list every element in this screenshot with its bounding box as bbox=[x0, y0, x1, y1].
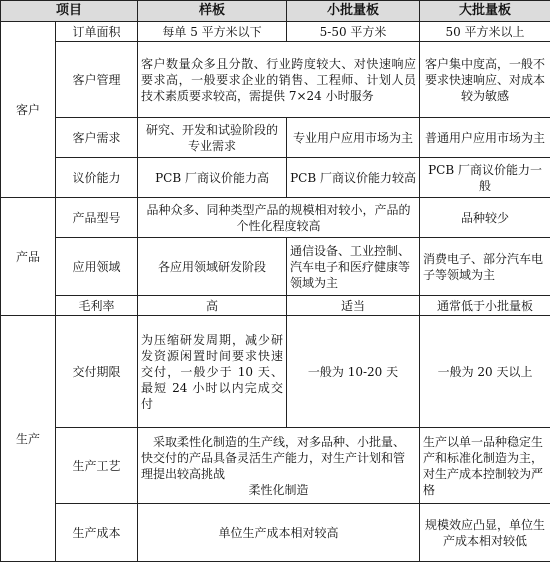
cell-process-sample-small bbox=[138, 428, 420, 504]
cell-product-model-sample-small: 品种众多、同种类型产品的规模相对较小，产品的个性化程度较高 bbox=[138, 198, 420, 238]
cell-customer-demand-large: 普通用户应用市场为主 bbox=[420, 118, 550, 158]
cell-customer-mgmt-sample-small: 客户数量众多且分散、行业跨度较大、对快速响应要求高，一般要求企业的销售、工程师、计划人员技术素质要求较高，需提供 7×24 小时服务 bbox=[138, 42, 420, 118]
row-label-cost: 生产成本 bbox=[56, 504, 138, 562]
cell-customer-demand-small: 专业用户应用市场为主 bbox=[287, 118, 420, 158]
table-row bbox=[1, 22, 550, 42]
header-item: 项目 bbox=[1, 1, 138, 22]
row-label-customer-mgmt: 客户管理 bbox=[56, 42, 138, 118]
table-row bbox=[1, 158, 550, 198]
row-label-application: 应用领域 bbox=[56, 238, 138, 296]
table-row bbox=[1, 198, 550, 238]
cell-cost-large: 规模效应凸显，单位生产成本相对较低 bbox=[420, 504, 550, 562]
group-customer: 客户 bbox=[1, 22, 56, 198]
table-row bbox=[1, 316, 550, 428]
table-row bbox=[1, 118, 550, 158]
cell-cost-sample-small: 单位生产成本相对较高 bbox=[138, 504, 420, 562]
row-label-customer-demand: 客户需求 bbox=[56, 118, 138, 158]
table-row bbox=[1, 238, 550, 296]
cell-product-model-large: 品种较少 bbox=[420, 198, 550, 238]
cell-bargaining-small: PCB 厂商议价能力较高 bbox=[287, 158, 420, 198]
row-label-bargaining: 议价能力 bbox=[56, 158, 138, 198]
cell-gross-margin-sample: 高 bbox=[138, 296, 287, 316]
table-row bbox=[1, 504, 550, 562]
row-label-gross-margin: 毛利率 bbox=[56, 296, 138, 316]
row-label-product-model: 产品型号 bbox=[56, 198, 138, 238]
cell-customer-demand-sample: 研究、开发和试验阶段的专业需求 bbox=[138, 118, 287, 158]
cell-customer-mgmt-large: 客户集中度高，一般不要求快速响应、对成本较为敏感 bbox=[420, 42, 550, 118]
cell-order-area-sample: 每单 5 平方米以下 bbox=[138, 22, 287, 42]
process-description: 采取柔性化制造的生产线，对多品种、小批量、快交付的产品具备灵活生产能力，对生产计划和管理提出较高挑战 bbox=[141, 434, 406, 481]
cell-bargaining-large: PCB 厂商议价能力一般 bbox=[420, 158, 550, 198]
header-small-batch: 小批量板 bbox=[287, 1, 420, 22]
cell-process-large: 生产以单一品种稳定生产和标准化制造为主，对生产成本控制较为严格 bbox=[420, 428, 550, 504]
cell-order-area-small: 5-50 平方米 bbox=[287, 22, 420, 42]
group-production: 生产 bbox=[1, 316, 56, 562]
header-large-batch: 大批量板 bbox=[420, 1, 550, 22]
cell-application-large: 消费电子、部分汽车电子等领域为主 bbox=[420, 238, 550, 296]
table-row bbox=[1, 428, 550, 504]
header-sample: 样板 bbox=[138, 1, 287, 22]
cell-delivery-large: 一般为 20 天以上 bbox=[420, 316, 550, 428]
cell-bargaining-sample: PCB 厂商议价能力高 bbox=[138, 158, 287, 198]
cell-delivery-sample: 为压缩研发周期，减少研发资源闲置时间要求快速交付，一般少于 10 天、最短 24 小时以内完成交付 bbox=[138, 316, 287, 428]
cell-gross-margin-large: 通常低于小批量板 bbox=[420, 296, 550, 316]
cell-delivery-small: 一般为 10-20 天 bbox=[287, 316, 420, 428]
cell-order-area-large: 50 平方米以上 bbox=[420, 22, 550, 42]
cell-application-small: 通信设备、工业控制、汽车电子和医疗健康等领域为主 bbox=[287, 238, 420, 296]
cell-application-sample: 各应用领域研发阶段 bbox=[138, 238, 287, 296]
row-label-delivery: 交付期限 bbox=[56, 316, 138, 428]
row-label-process: 生产工艺 bbox=[56, 428, 138, 504]
process-summary: 柔性化制造 bbox=[248, 482, 309, 497]
group-product: 产品 bbox=[1, 198, 56, 316]
table-row bbox=[1, 296, 550, 316]
table-row bbox=[1, 42, 550, 118]
header-row bbox=[1, 1, 550, 22]
row-label-order-area: 订单面积 bbox=[56, 22, 138, 42]
cell-gross-margin-small: 适当 bbox=[287, 296, 420, 316]
